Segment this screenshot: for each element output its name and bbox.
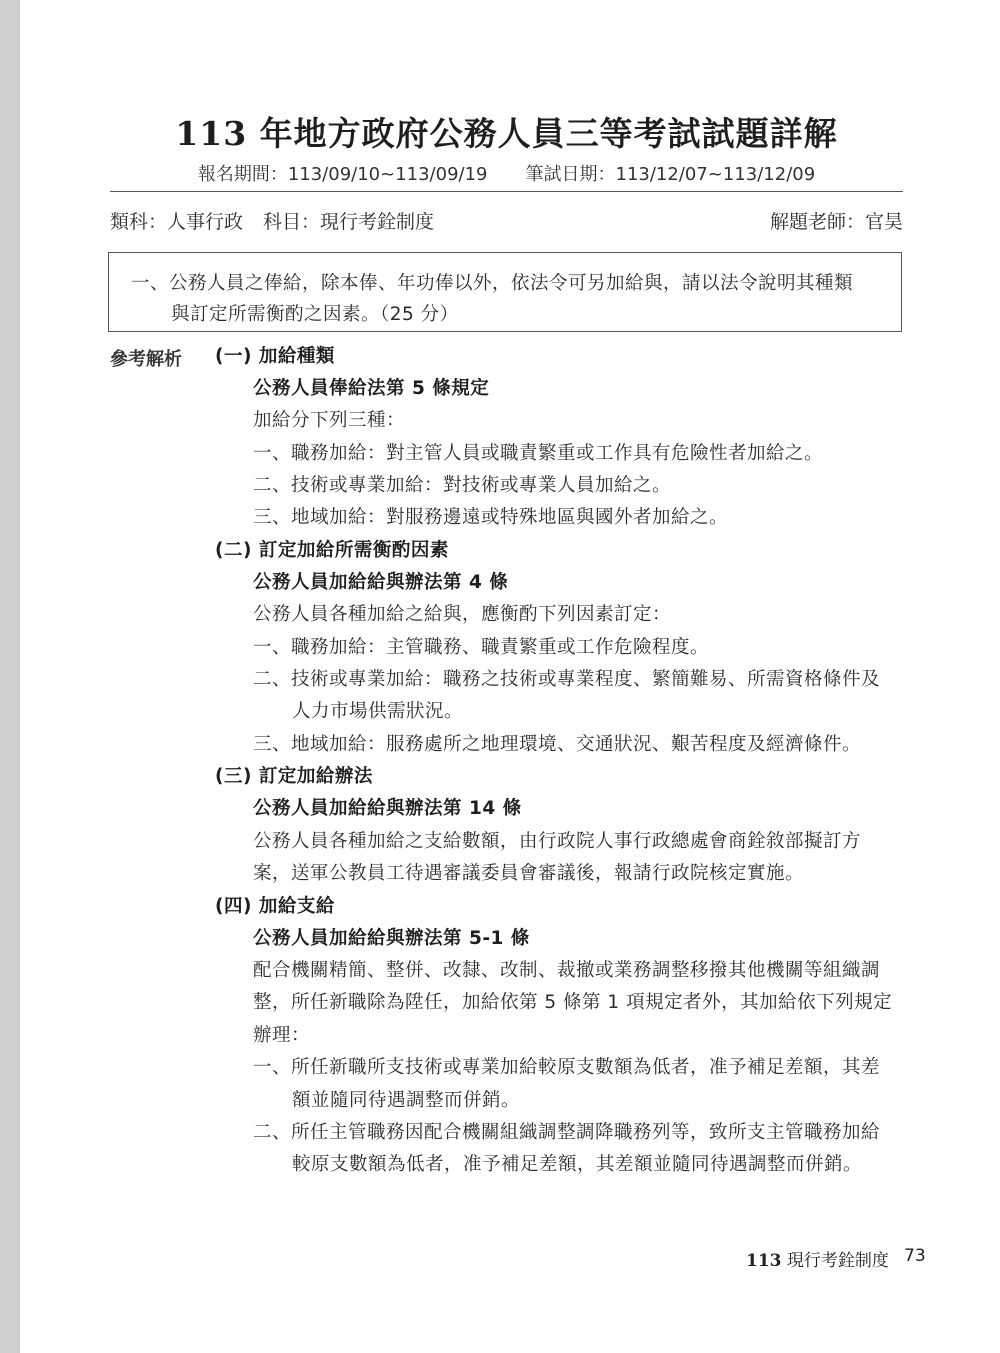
law-reference: 公務人員加給給與辦法第 14 條 bbox=[253, 798, 522, 819]
question-line: 一、公務人員之俸給，除本俸、年功俸以外，依法令可另加給與，請以法令說明其種類 bbox=[131, 273, 854, 294]
answer-line: 三、地域加給：對服務邊遠或特殊地區與國外者加給之。 bbox=[253, 507, 729, 528]
subject: 科目：現行考銓制度 bbox=[263, 211, 435, 233]
question-box bbox=[108, 252, 902, 332]
answer-line: 加給分下列三種： bbox=[253, 410, 406, 431]
answer-line: 一、所任新職所支技術或專業加給較原支數額為低者，准予補足差額，其差 bbox=[253, 1057, 881, 1078]
answer-line: 辦理： bbox=[253, 1025, 311, 1046]
footer-book-title bbox=[746, 1246, 889, 1271]
law-reference: 公務人員加給給與辦法第 4 條 bbox=[253, 572, 509, 593]
title-divider bbox=[110, 191, 903, 192]
answer-line: 較原支數額為低者，准予補足差額，其差額並隨同待遇調整而併銷。 bbox=[292, 1154, 863, 1175]
footer-book-name: 現行考銓制度 bbox=[786, 1251, 889, 1271]
reference-answer-label: 參考解析 bbox=[110, 349, 182, 370]
section-heading: (三) 訂定加給辦法 bbox=[215, 766, 373, 787]
section-heading: (一) 加給種類 bbox=[215, 346, 335, 367]
answer-line: 二、所任主管職務因配合機關組織調整調降職務列等，致所支主管職務加給 bbox=[253, 1122, 881, 1143]
section-heading: (四) 加給支給 bbox=[215, 896, 335, 917]
answer-line: 三、地域加給：服務處所之地理環境、交通狀況、艱苦程度及經濟條件。 bbox=[253, 734, 862, 755]
exam-date: 筆試日期：113/12/07~113/12/09 bbox=[525, 164, 816, 185]
answer-line: 一、職務加給：主管職務、職責繁重或工作危險程度。 bbox=[253, 637, 710, 658]
answer-line: 配合機關精簡、整併、改隸、改制、裁撤或業務調整移撥其他機關等組織調 bbox=[253, 960, 881, 981]
answer-line: 公務人員各種加給之支給數額，由行政院人事行政總處會商銓敘部擬訂方 bbox=[253, 831, 862, 852]
page-number: 73 bbox=[904, 1246, 926, 1266]
answer-line: 案，送軍公教員工待遇審議委員會審議後，報請行政院核定實施。 bbox=[253, 863, 805, 884]
page-title: 113 年地方政府公務人員三等考試試題詳解 bbox=[175, 114, 838, 153]
law-reference: 公務人員加給給與辦法第 5-1 條 bbox=[253, 928, 530, 949]
answer-line: 人力市場供需狀況。 bbox=[292, 701, 464, 722]
section-heading: (二) 訂定加給所需衡酌因素 bbox=[215, 540, 449, 561]
law-reference: 公務人員俸給法第 5 條規定 bbox=[253, 378, 490, 399]
exam-dates bbox=[110, 160, 903, 188]
page-edge-bar bbox=[0, 0, 20, 1353]
registration-period: 報名期間：113/09/10~113/09/19 bbox=[197, 164, 488, 185]
answer-line: 二、技術或專業加給：職務之技術或專業程度、繁簡難易、所需資格條件及 bbox=[253, 669, 881, 690]
answer-line: 一、職務加給：對主管人員或職責繁重或工作具有危險性者加給之。 bbox=[253, 443, 824, 464]
answer-line: 二、技術或專業加給：對技術或專業人員加給之。 bbox=[253, 475, 672, 496]
question-line: 與訂定所需衡酌之因素。（25 分） bbox=[171, 304, 459, 325]
answer-line: 整，所任新職除為陞任，加給依第 5 條第 1 項規定者外，其加給依下列規定 bbox=[253, 992, 893, 1013]
answer-line: 額並隨同待遇調整而併銷。 bbox=[292, 1090, 521, 1111]
footer-book-year: 113 bbox=[746, 1251, 782, 1271]
category: 類科：人事行政 bbox=[110, 211, 244, 233]
teacher: 解題老師：官昊 bbox=[769, 211, 903, 233]
exam-meta bbox=[110, 207, 434, 234]
answer-line: 公務人員各種加給之給與，應衡酌下列因素訂定： bbox=[253, 604, 672, 625]
